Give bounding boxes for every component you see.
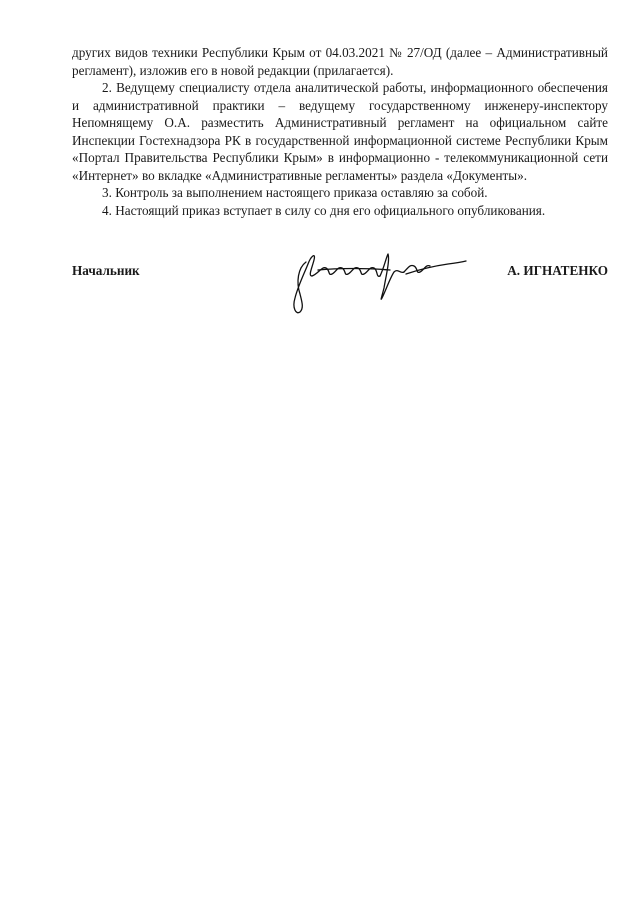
signatory-title: Начальник bbox=[72, 263, 140, 278]
paragraph-item-4: 4. Настоящий приказ вступает в силу со дня его официального опубликования. bbox=[102, 202, 546, 218]
paragraph-item-3: 3. Контроль за выполнением настоящего приказа оставляю за собой. bbox=[102, 185, 488, 200]
paragraph-continuation: других видов техники Республики Крым от 04.03.2021 № 27/ОД (далее – Административный регламент), изложив его в новой редакции (прилагается). bbox=[72, 45, 608, 78]
order-body-text bbox=[72, 44, 608, 219]
signature-block bbox=[72, 262, 608, 322]
signatory-name: А. ИГНАТЕНКО bbox=[507, 263, 608, 278]
handwritten-signature-icon bbox=[278, 238, 468, 318]
paragraph-item-2: 2. Ведущему специалисту отдела аналитической работы, информационного обеспечения и административной практики – ведущему государственному инженеру-инспектору Непомнящему О.А. разместить Административный регламент на официальном сайте Инспекции Гостехнадзора РК в государственной информационной системе Республики Крым «Портал Правительства Республики Крым» в информационно - телекоммуникационной сети «Интернет» во вкладке «Административные регламенты» раздела «Документы». bbox=[72, 80, 608, 183]
